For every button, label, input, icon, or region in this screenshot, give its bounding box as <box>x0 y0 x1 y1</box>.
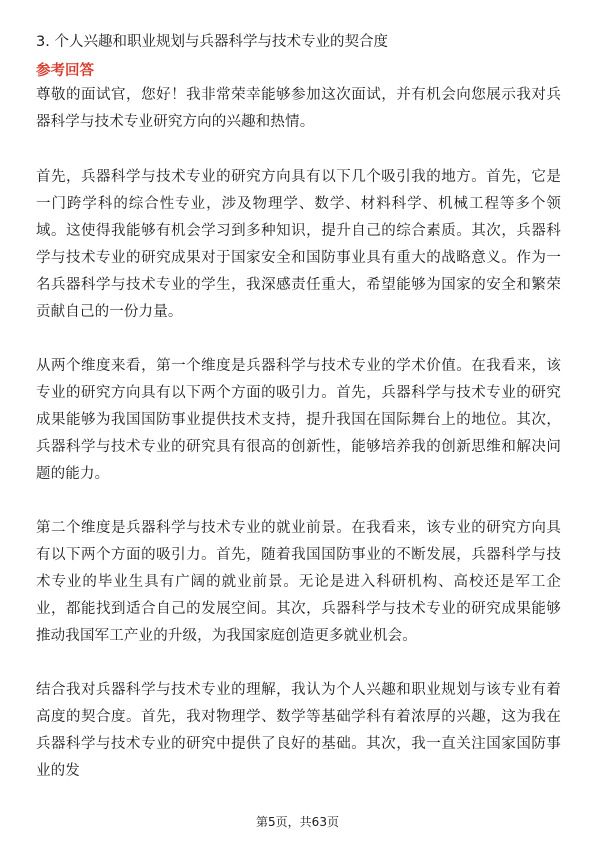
page-number-footer: 第5页，共63页 <box>256 815 339 829</box>
paragraph-employment: 第二个维度是兵器科学与技术专业的就业前景。在我看来，该专业的研究方向具有以下两个方面的吸引力。首先，随着我国国防事业的不断发展，兵器科学与技术专业的毕业生具有广阔的就业前景。无论是进入科研机构、高校还是军工企业，都能找到适合自己的发展空间。其次，兵器科学与技术专业的研究成果能够推动我国军工产业的升级，为我国家庭创造更多就业机会。 <box>36 520 561 644</box>
document-page <box>36 30 561 785</box>
question-heading: 3. 个人兴趣和职业规划与兵器科学与技术专业的契合度 <box>36 34 388 50</box>
answer-label: 参考回答 <box>36 63 94 79</box>
paragraph-intro: 尊敬的面试官，您好！我非常荣幸能够参加这次面试，并有机会向您展示我对兵器科学与技术专业研究方向的兴趣和热情。 <box>36 87 561 130</box>
paragraph-academic-value: 从两个维度来看，第一个维度是兵器科学与技术专业的学术价值。在我看来，该专业的研究方向具有以下两个方面的吸引力。首先，兵器科学与技术专业的研究成果能够为我国国防事业提供技术支持，提升我国在国际舞台上的地位。其次，兵器科学与技术专业的研究具有很高的创新性，能够培养我的创新思维和解决问题的能力。 <box>36 358 561 482</box>
paragraph-conclusion: 结合我对兵器科学与技术专业的理解，我认为个人兴趣和职业规划与该专业有着高度的契合度。首先，我对物理学、数学等基础学科有着浓厚的兴趣，这为我在兵器科学与技术专业的研究中提供了良好的基础。其次，我一直关注国家国防事业的发 <box>36 682 561 779</box>
paragraph-attractions: 首先，兵器科学与技术专业的研究方向具有以下几个吸引我的地方。首先，它是一门跨学科的综合性专业，涉及物理学、数学、材料科学、机械工程等多个领域。这使得我能够有机会学习到多种知识，提升自己的综合素质。其次，兵器科学与技术专业的研究成果对于国家安全和国防事业具有重大的战略意义。作为一名兵器科学与技术专业的学生，我深感责任重大，希望能够为国家的安全和繁荣贡献自己的一份力量。 <box>36 169 561 320</box>
